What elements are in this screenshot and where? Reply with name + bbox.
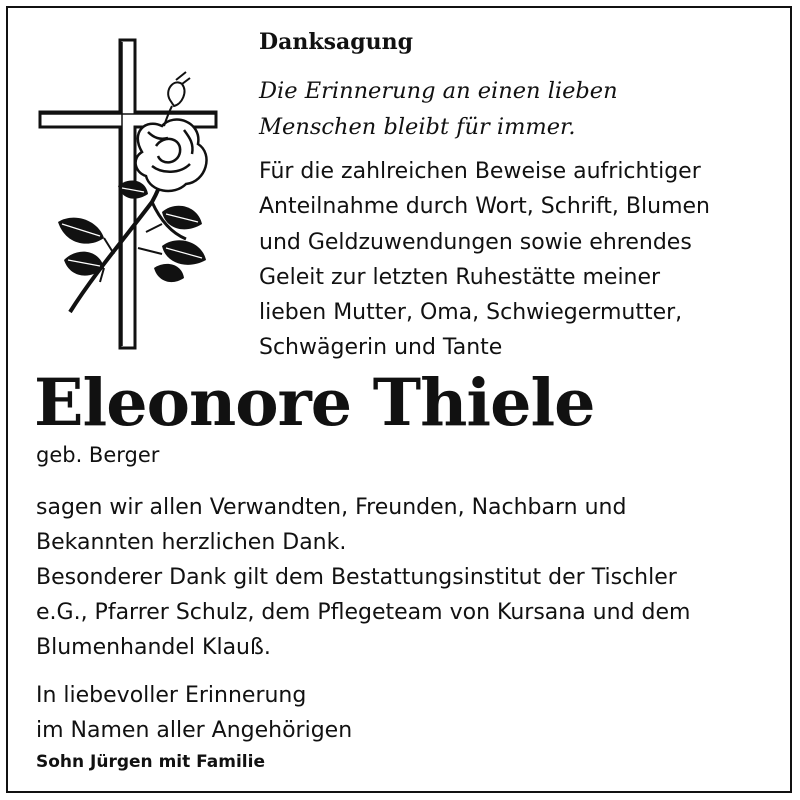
maiden-name: geb. Berger (36, 443, 160, 467)
intro-line: Geleit zur letzten Ruhestätte meiner (259, 264, 661, 290)
signature: Sohn Jürgen mit Familie (36, 752, 265, 772)
thanks-line: sagen wir allen Verwandten, Freunden, Nachbarn und (36, 495, 627, 520)
thanks-line: Blumenhandel Klauß. (36, 635, 271, 660)
motto-line: Menschen bleibt für immer. (259, 114, 576, 140)
deceased-name: Eleonore Thiele (34, 365, 595, 441)
closing-line: im Namen aller Angehörigen (36, 718, 353, 743)
closing-line: In liebevoller Erinnerung (36, 683, 307, 708)
intro-line: Schwägerin und Tante (259, 335, 503, 361)
motto-line: Die Erinnerung an einen lieben (259, 78, 618, 104)
notice-heading: Danksagung (259, 29, 413, 55)
motto-text (259, 73, 618, 145)
closing-paragraph (36, 678, 352, 748)
intro-line: Für die zahlreichen Beweise aufrichtiger (259, 159, 701, 184)
intro-line: lieben Mutter, Oma, Schwiegermutter, (259, 300, 683, 326)
thanks-line: Bekannten herzlichen Dank. (36, 530, 347, 555)
thanks-line: e.G., Pfarrer Schulz, dem Pflegeteam von Kursana und dem (36, 600, 691, 625)
cross-with-rose-icon (34, 34, 224, 354)
intro-line: und Geldzuwendungen sowie ehrendes (259, 229, 692, 255)
thanks-paragraph (36, 490, 690, 665)
thanks-line: Besonderer Dank gilt dem Bestattungsinstitut der Tischler (36, 565, 677, 590)
intro-line: Anteilnahme durch Wort, Schrift, Blumen (259, 194, 710, 220)
intro-paragraph (259, 154, 710, 366)
